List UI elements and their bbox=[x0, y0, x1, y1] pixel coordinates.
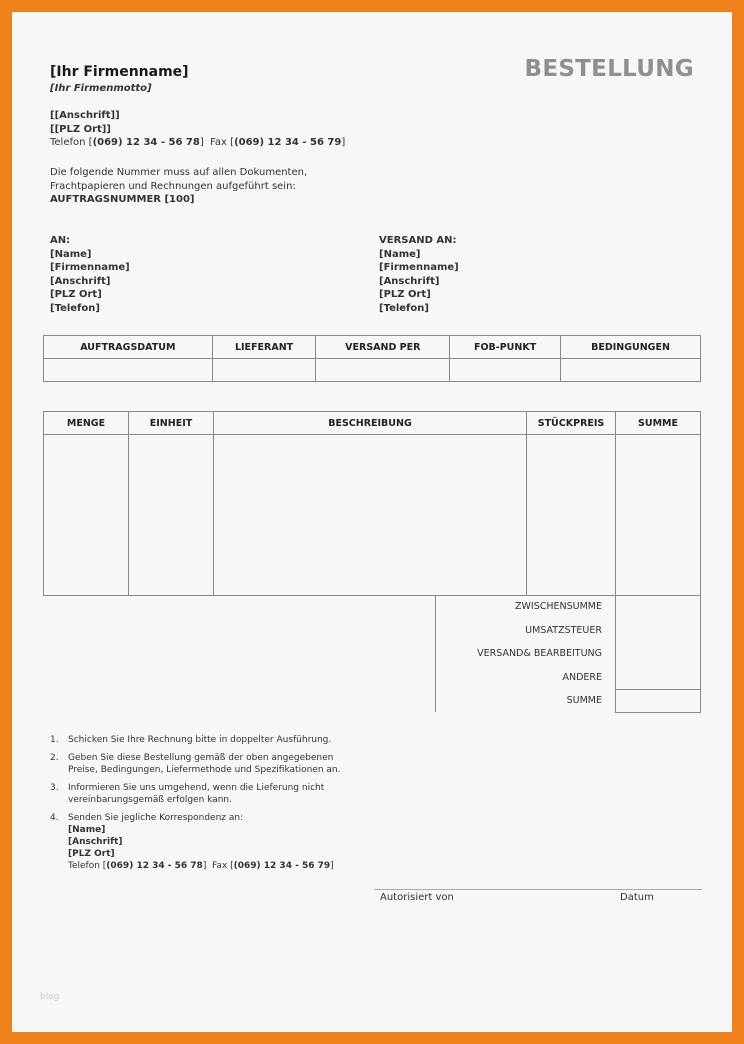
sender-address: [[Anschrift]] bbox=[50, 110, 120, 121]
total-label: SUMME bbox=[566, 695, 602, 706]
company-motto: [Ihr Firmenmotto] bbox=[50, 83, 152, 94]
supplier-header: LIEFERANT bbox=[212, 336, 316, 359]
fob-point-cell[interactable] bbox=[450, 359, 561, 382]
correspondence-name: [Name] bbox=[68, 825, 106, 835]
date-label: Datum bbox=[620, 892, 654, 903]
correspondence-address: [Anschrift] bbox=[68, 837, 123, 847]
order-details-table bbox=[43, 335, 701, 382]
recipient-heading: AN: bbox=[50, 235, 71, 246]
purchase-order-page bbox=[12, 12, 732, 1032]
total-row-top-border bbox=[615, 689, 701, 690]
ship-via-header: VERSAND PER bbox=[316, 336, 450, 359]
ship-via-cell[interactable] bbox=[316, 359, 450, 382]
order-number: AUFTRAGSNUMMER [100] bbox=[50, 194, 195, 205]
sender-fax: (069) 12 34 - 56 79 bbox=[234, 137, 342, 148]
sender-contact: Telefon [(069) 12 34 - 56 78] Fax [(069) 12 34 - 56 79] bbox=[50, 137, 346, 148]
instruction-item: 1. Schicken Sie Ihre Rechnung bitte in doppelter Ausführung. bbox=[50, 735, 332, 745]
company-name: [Ihr Firmenname] bbox=[50, 64, 189, 80]
correspondence-contact: Telefon [(069) 12 34 - 56 78] Fax [(069) 12 34 - 56 79] bbox=[68, 861, 334, 871]
instruction-item: 2. Geben Sie diese Bestellung gemäß der oben angegebenen Preise, Bedingungen, Liefermethode und Spezifikationen an. bbox=[50, 753, 341, 775]
document-title: BESTELLUNG bbox=[524, 56, 694, 82]
signature-line bbox=[374, 889, 702, 890]
authorized-by-label: Autorisiert von bbox=[380, 892, 454, 903]
totals-divider bbox=[435, 596, 436, 712]
sender-city: [[PLZ Ort]] bbox=[50, 123, 111, 135]
order-date-header: AUFTRAGSDATUM bbox=[44, 336, 213, 359]
line-items-table bbox=[43, 411, 701, 596]
quantity-header: MENGE bbox=[44, 412, 129, 435]
unit-cell[interactable] bbox=[129, 435, 214, 596]
instructions-list bbox=[50, 734, 350, 878]
fob-point-header: FOB-PUNKT bbox=[450, 336, 561, 359]
watermark-text: blog bbox=[40, 992, 60, 1002]
unit-header: EINHEIT bbox=[129, 412, 214, 435]
total-row-bottom-border bbox=[615, 712, 701, 713]
supplier-cell[interactable] bbox=[212, 359, 316, 382]
subtotal-label: ZWISCHENSUMME bbox=[515, 601, 602, 612]
other-label: ANDERE bbox=[562, 672, 602, 683]
tax-label: UMSATZSTEUER bbox=[525, 625, 602, 636]
terms-cell[interactable] bbox=[561, 359, 701, 382]
recipient-block: AN: [Name] [Firmenname] [Anschrift] [PLZ Ort] [Telefon] bbox=[50, 235, 130, 314]
description-header: BESCHREIBUNG bbox=[214, 412, 527, 435]
quantity-cell[interactable] bbox=[44, 435, 129, 596]
instruction-item: 3. Informieren Sie uns umgehend, wenn die Lieferung nicht vereinbarungsgemäß erfolgen kann. bbox=[50, 783, 325, 805]
order-number-notice: Die folgende Nummer muss auf allen Dokumenten, Frachtpapieren und Rechnungen aufgeführt sein: AUFTRAGSNUMMER [100] bbox=[50, 167, 308, 205]
instruction-item: 4. Senden Sie jegliche Korrespondenz an: [Name] [Anschrift] [PLZ Ort] Telefon [(069) 12 34 - 56 78] Fax [(069) 12 34 - 56 79] bbox=[50, 813, 334, 871]
shipping-heading: VERSAND AN: bbox=[379, 235, 457, 246]
unit-price-header: STÜCKPREIS bbox=[527, 412, 616, 435]
totals-value-left-border bbox=[615, 596, 616, 712]
amount-header: SUMME bbox=[616, 412, 701, 435]
shipping-handling-label: VERSAND& BEARBEITUNG bbox=[477, 648, 602, 659]
order-date-cell[interactable] bbox=[44, 359, 213, 382]
terms-header: BEDINGUNGEN bbox=[561, 336, 701, 359]
shipping-block: VERSAND AN: [Name] [Firmenname] [Anschrift] [PLZ Ort] [Telefon] bbox=[379, 235, 459, 314]
unit-price-cell[interactable] bbox=[527, 435, 616, 596]
sender-address-block bbox=[50, 109, 345, 150]
sender-phone: (069) 12 34 - 56 78 bbox=[92, 137, 200, 148]
amount-cell[interactable] bbox=[616, 435, 701, 596]
totals-value-right-border bbox=[700, 596, 701, 712]
correspondence-city: [PLZ Ort] bbox=[68, 849, 115, 859]
description-cell[interactable] bbox=[214, 435, 527, 596]
